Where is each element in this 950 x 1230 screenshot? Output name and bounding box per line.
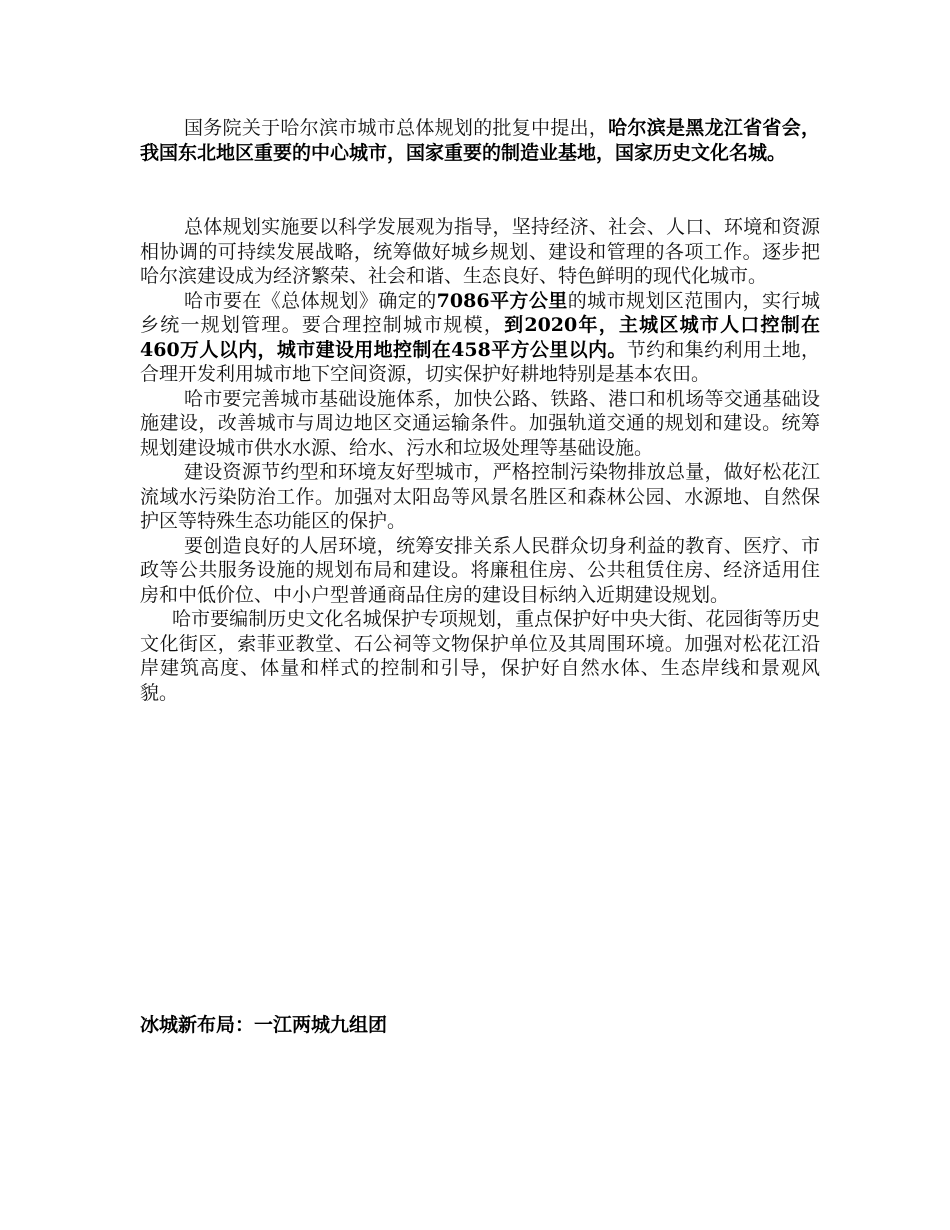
paragraph-guiding-principle: 总体规划实施要以科学发展观为指导，坚持经济、社会、人口、环境和资源相协调的可持续发展战略，统筹做好城乡规划、建设和管理的各项工作。逐步把哈尔滨建设成为经济繁荣、社会和谐、生态良好、特色鲜明的现代化城市。 [140, 216, 820, 287]
city-scale-text-3: 节约和集约利用土地，合理开发利用城市地下空间资源，切实保护好耕地特别是基本农田。 [140, 338, 820, 385]
paragraph-heritage: 哈市要编制历史文化名城保护专项规划，重点保护好中央大街、花园街等历史文化街区，索菲亚教堂、石公祠等文物保护单位及其周围环境。加强对松花江沿岸建筑高度、体量和样式的控制和引导，保护好自然水体、生态岸线和景观风貌。 [140, 608, 820, 704]
intro-block [140, 116, 820, 165]
paragraph-living-environment: 要创造良好的人居环境，统筹安排关系人民群众切身利益的教育、医疗、市政等公共服务设施的规划布局和建设。将廉租住房、公共租赁住房、经济适用住房和中低价位、中小户型普通商品住房的建设目标纳入近期建设规划。 [140, 534, 820, 606]
approval-lead-text: 国务院关于哈尔滨市城市总体规划的批复中提出， [184, 117, 609, 139]
city-scale-text-1: 哈市要在《总体规划》确定的 [184, 289, 437, 312]
city-scale-text-2: 的城市规划区范围内，实行城乡统一规划管理。要合理控制城市规模， [140, 289, 820, 336]
city-scale-targets: 到2020年，主城区城市人口控制在460万人以内，城市建设用地控制在458平方公里以内。 [140, 314, 820, 361]
city-scale-area: 7086平方公里 [436, 289, 568, 312]
body-block [140, 215, 820, 705]
paragraph-city-scale [140, 289, 820, 387]
approval-bold-text: 哈尔滨是黑龙江省省会，我国东北地区重要的中心城市，国家重要的制造业基地，国家历史文化名城。 [140, 117, 820, 164]
paragraph-approval [140, 116, 820, 165]
section-heading: 冰城新布局：一江两城九组团 [140, 1014, 388, 1036]
paragraph-environment: 建设资源节约型和环境友好型城市，严格控制污染物排放总量，做好松花江流域水污染防治工作。加强对太阳岛等风景名胜区和森林公园、水源地、自然保护区等特殊生态功能区的保护。 [140, 461, 820, 532]
paragraph-infrastructure: 哈市要完善城市基础设施体系，加快公路、铁路、港口和机场等交通基础设施建设，改善城市与周边地区交通运输条件。加强轨道交通的规划和建设。统筹规划建设城市供水水源、给水、污水和垃圾处理等基础设施。 [140, 387, 820, 459]
